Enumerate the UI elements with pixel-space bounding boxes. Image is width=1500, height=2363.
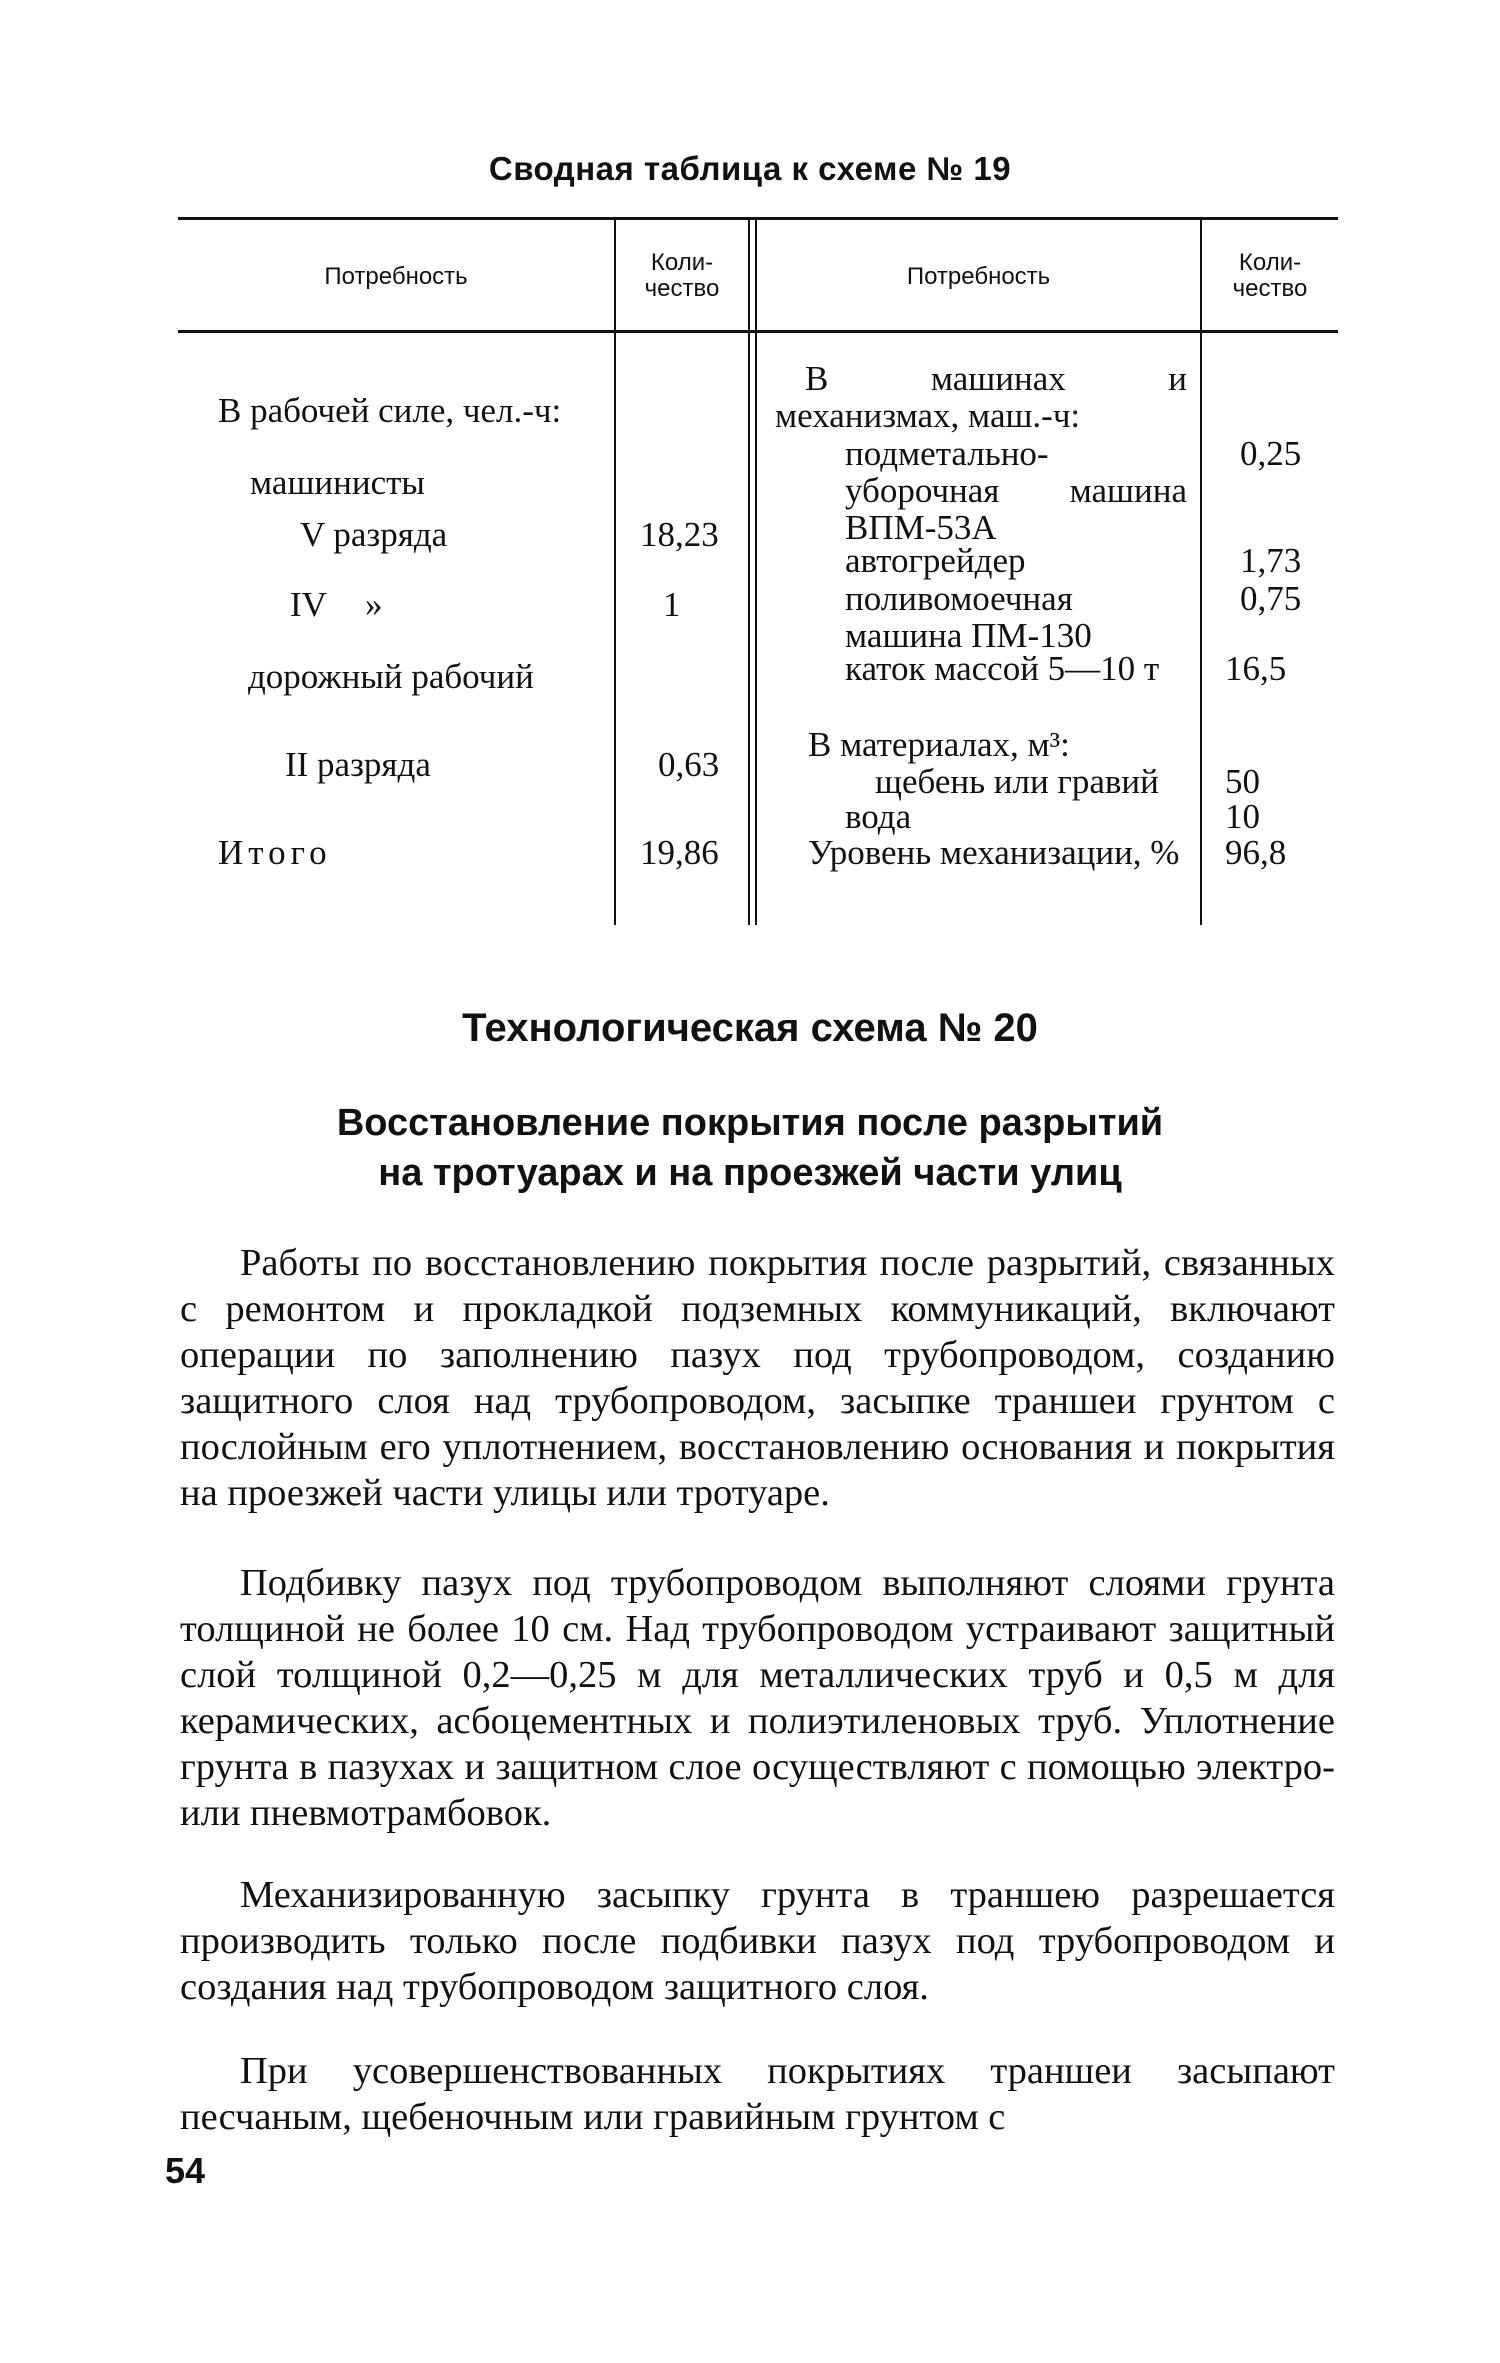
left-row-label: дорожный рабочий (248, 657, 534, 696)
body-paragraph: Подбивку пазух под трубопроводом выполняют слоями грунта толщиной не более 10 см. Над трубопроводом устраивают защитный слой толщиной 0,2—0,25 м для металлических труб и 0,5 м для керамических, асбоцементных и полиэтиленовых труб. Уплотнение грунта в пазухах и защитном слое осуществляют с помощью электро- или пневмотрамбовок. (180, 1562, 1335, 1834)
right-row-label: автогрейдер (845, 541, 1026, 580)
page-number: 54 (165, 2150, 206, 2191)
right-row-value: 1,73 (1240, 541, 1302, 580)
left-row-label: В рабочей силе, чел.-ч: (218, 391, 562, 430)
column-divider (1200, 220, 1202, 925)
right-row-value: 96,8 (1225, 833, 1287, 872)
left-row-value: 18,23 (640, 515, 719, 554)
header-need-left: Потребность (324, 263, 468, 290)
left-row-value: 19,86 (640, 833, 719, 872)
column-divider (748, 220, 750, 925)
left-row-value: 1 (663, 585, 681, 624)
right-row-value: 50 (1225, 762, 1260, 801)
right-row-value: 0,25 (1240, 434, 1302, 473)
column-divider (755, 220, 757, 925)
column-divider (614, 220, 616, 925)
table-title: Сводная таблица к схеме № 19 (488, 150, 1012, 187)
table-header-rule (178, 330, 1338, 333)
left-row-label: IV » (290, 585, 383, 624)
body-paragraph: Работы по восстановлению покрытия после разрытий, связанных с ремонтом и прокладкой подземных коммуникаций, включают операции по заполнению пазух под трубопроводом, созданию защитного слоя над трубопроводом, засыпке траншеи грунтом с послойным его уплотнением, восстановлению основания и покрытия на проезжей части улицы или тротуаре. (180, 1242, 1335, 1514)
left-row-label: машинисты (250, 463, 425, 502)
right-row-value: 16,5 (1225, 649, 1287, 688)
left-row-label: II разряда (285, 745, 431, 784)
table-top-rule (178, 217, 1338, 220)
right-row-label: каток массой 5—10 т (845, 649, 1160, 688)
right-row-value: 0,75 (1240, 579, 1302, 618)
left-row-value: 0,63 (658, 745, 720, 784)
header-need-right: Потребность (906, 263, 1051, 290)
right-row-label: В машинах и механизмах, маш.-ч: (775, 359, 1187, 435)
header-qty-left: Коли- чество (644, 249, 720, 302)
right-row-label: Уровень механизации, % (808, 833, 1180, 872)
section-subtitle: на тротуарах и на проезжей части улиц (378, 1152, 1122, 1194)
right-row-value: 10 (1225, 797, 1260, 836)
left-row-label: V разряда (300, 515, 448, 554)
header-qty-right: Коли- чество (1232, 249, 1308, 302)
left-row-label: Итого (218, 833, 332, 872)
right-row-label: подметально-уборочная машина ВПМ-53А (845, 434, 1187, 547)
section-title: Технологическая схема № 20 (462, 1006, 1038, 1050)
section-subtitle: Восстановление покрытия после разрытий (336, 1102, 1164, 1144)
right-row-label: щебень или гравий (875, 762, 1159, 801)
body-paragraph: При усовершенствованных покрытиях траншеи засыпают песчаным, щебеночным или гравийным грунтом с (180, 2050, 1335, 2138)
right-row-label: поливомоечная машина ПМ-130 (845, 579, 1092, 655)
right-row-label: В материалах, м³: (808, 725, 1070, 764)
body-paragraph: Механизированную засыпку грунта в траншею разрешается производить только после подбивки пазух под трубопроводом и создания над трубопроводом защитного слоя. (180, 1874, 1335, 2008)
right-row-label: вода (845, 797, 912, 836)
